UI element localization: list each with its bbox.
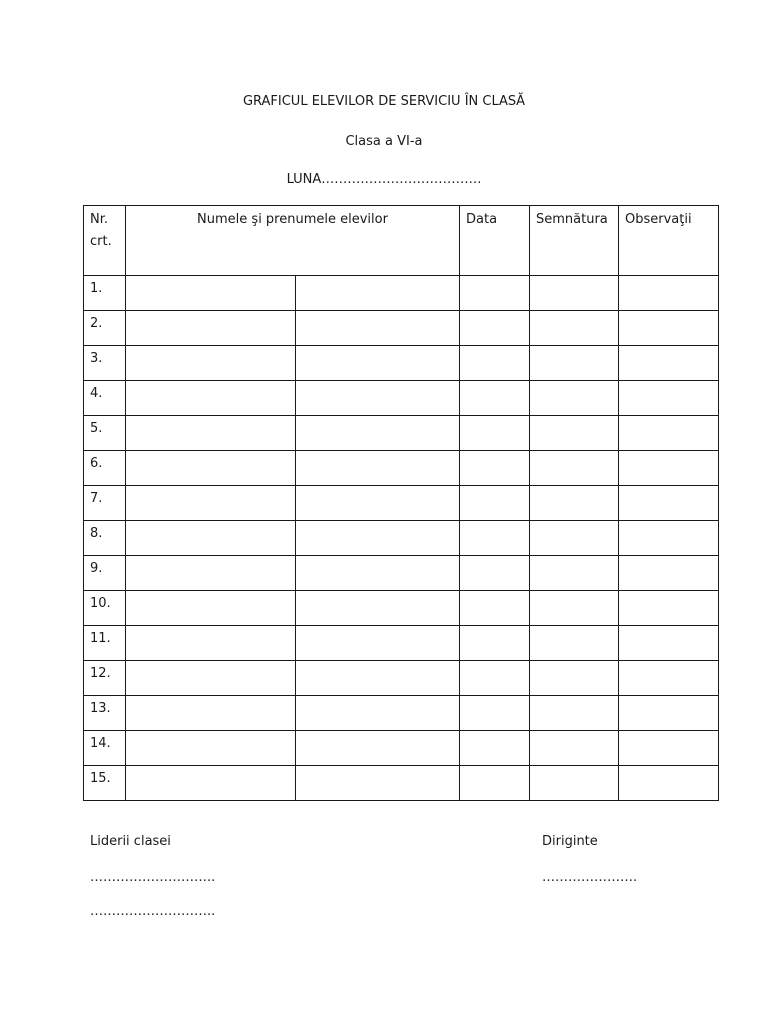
table-row — [84, 486, 719, 521]
signature-cell — [530, 556, 619, 591]
date-cell — [460, 416, 530, 451]
observations-cell — [619, 661, 719, 696]
observations-cell — [619, 346, 719, 381]
student-first-name-cell — [126, 486, 296, 521]
table-body — [84, 276, 719, 801]
table-row — [84, 661, 719, 696]
signature-cell — [530, 766, 619, 801]
row-number: 11. — [84, 626, 126, 661]
leader-signature-line-2: ……………………….. — [90, 904, 216, 919]
duty-schedule-table — [83, 205, 719, 801]
observations-cell — [619, 451, 719, 486]
student-last-name-cell — [296, 416, 460, 451]
student-last-name-cell — [296, 346, 460, 381]
signature-cell — [530, 626, 619, 661]
table-row — [84, 381, 719, 416]
row-number: 12. — [84, 661, 126, 696]
observations-cell — [619, 416, 719, 451]
student-last-name-cell — [296, 766, 460, 801]
row-number: 7. — [84, 486, 126, 521]
date-cell — [460, 626, 530, 661]
row-number: 10. — [84, 591, 126, 626]
table-row — [84, 416, 719, 451]
student-first-name-cell — [126, 416, 296, 451]
student-first-name-cell — [126, 556, 296, 591]
observations-cell — [619, 486, 719, 521]
student-first-name-cell — [126, 381, 296, 416]
observations-cell — [619, 556, 719, 591]
header-nr: Nr. crt. — [84, 206, 126, 276]
table-row — [84, 766, 719, 801]
signature-cell — [530, 451, 619, 486]
student-last-name-cell — [296, 731, 460, 766]
table-row — [84, 521, 719, 556]
signature-cell — [530, 416, 619, 451]
student-last-name-cell — [296, 661, 460, 696]
observations-cell — [619, 766, 719, 801]
student-first-name-cell — [126, 626, 296, 661]
row-number: 8. — [84, 521, 126, 556]
table-header-row — [84, 206, 719, 276]
date-cell — [460, 591, 530, 626]
row-number: 6. — [84, 451, 126, 486]
student-last-name-cell — [296, 276, 460, 311]
student-last-name-cell — [296, 451, 460, 486]
row-number: 1. — [84, 276, 126, 311]
month-field: LUNA………………………………. — [286, 172, 482, 187]
student-first-name-cell — [126, 731, 296, 766]
row-number: 2. — [84, 311, 126, 346]
student-first-name-cell — [126, 696, 296, 731]
observations-cell — [619, 276, 719, 311]
table-row — [84, 556, 719, 591]
student-first-name-cell — [126, 591, 296, 626]
header-signature: Semnătura — [530, 206, 619, 276]
student-first-name-cell — [126, 276, 296, 311]
header-observations: Observaţii — [619, 206, 719, 276]
observations-cell — [619, 311, 719, 346]
document-title: GRAFICUL ELEVILOR DE SERVICIU ÎN CLASĂ — [242, 94, 526, 109]
observations-cell — [619, 381, 719, 416]
date-cell — [460, 276, 530, 311]
student-first-name-cell — [126, 451, 296, 486]
table-row — [84, 731, 719, 766]
student-last-name-cell — [296, 521, 460, 556]
row-number: 13. — [84, 696, 126, 731]
observations-cell — [619, 696, 719, 731]
student-last-name-cell — [296, 486, 460, 521]
table-row — [84, 276, 719, 311]
signature-cell — [530, 696, 619, 731]
signature-cell — [530, 381, 619, 416]
header-date: Data — [460, 206, 530, 276]
student-first-name-cell — [126, 766, 296, 801]
date-cell — [460, 766, 530, 801]
student-first-name-cell — [126, 346, 296, 381]
student-first-name-cell — [126, 521, 296, 556]
student-last-name-cell — [296, 381, 460, 416]
date-cell — [460, 486, 530, 521]
student-first-name-cell — [126, 661, 296, 696]
signature-cell — [530, 661, 619, 696]
table-row — [84, 626, 719, 661]
signature-cell — [530, 486, 619, 521]
row-number: 15. — [84, 766, 126, 801]
header-student-name: Numele şi prenumele elevilor — [126, 206, 460, 276]
date-cell — [460, 451, 530, 486]
table-row — [84, 696, 719, 731]
form-teacher-label: Diriginte — [542, 834, 598, 849]
student-last-name-cell — [296, 591, 460, 626]
date-cell — [460, 346, 530, 381]
leader-signature-line-1: ……………………….. — [90, 870, 216, 885]
student-last-name-cell — [296, 311, 460, 346]
date-cell — [460, 556, 530, 591]
date-cell — [460, 696, 530, 731]
student-last-name-cell — [296, 556, 460, 591]
observations-cell — [619, 626, 719, 661]
date-cell — [460, 731, 530, 766]
observations-cell — [619, 591, 719, 626]
student-last-name-cell — [296, 696, 460, 731]
student-last-name-cell — [296, 626, 460, 661]
row-number: 9. — [84, 556, 126, 591]
table-row — [84, 346, 719, 381]
date-cell — [460, 381, 530, 416]
row-number: 4. — [84, 381, 126, 416]
class-leaders-label: Liderii clasei — [90, 834, 171, 849]
signature-cell — [530, 731, 619, 766]
row-number: 14. — [84, 731, 126, 766]
date-cell — [460, 661, 530, 696]
signature-cell — [530, 276, 619, 311]
observations-cell — [619, 731, 719, 766]
signature-cell — [530, 311, 619, 346]
observations-cell — [619, 521, 719, 556]
document-subtitle: Clasa a VI-a — [345, 134, 423, 149]
table-row — [84, 451, 719, 486]
date-cell — [460, 311, 530, 346]
row-number: 3. — [84, 346, 126, 381]
student-first-name-cell — [126, 311, 296, 346]
form-teacher-signature-line: …………………. — [542, 870, 638, 885]
signature-cell — [530, 521, 619, 556]
table-row — [84, 311, 719, 346]
date-cell — [460, 521, 530, 556]
table-row — [84, 591, 719, 626]
signature-cell — [530, 591, 619, 626]
signature-cell — [530, 346, 619, 381]
row-number: 5. — [84, 416, 126, 451]
